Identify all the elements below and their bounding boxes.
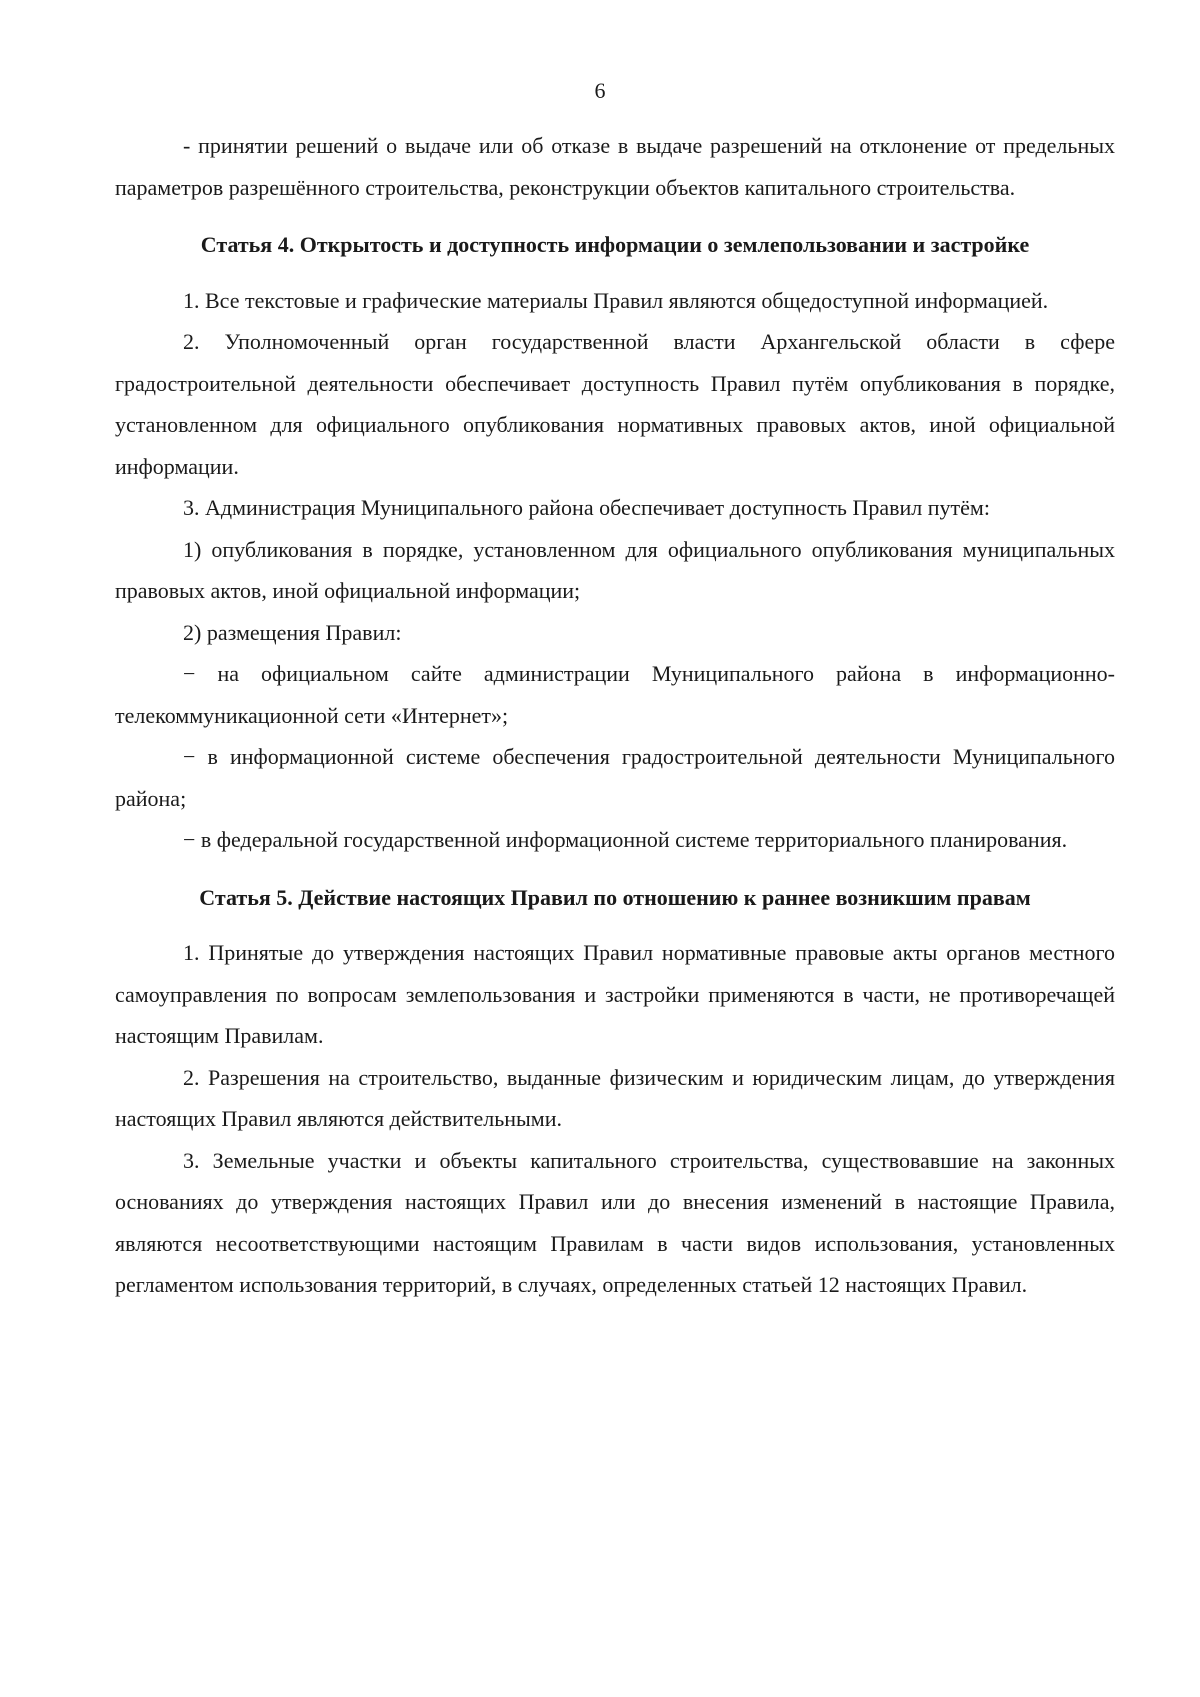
article-5-heading: Статья 5. Действие настоящих Правил по отношению к раннее возникшим правам: [199, 884, 1031, 910]
article-4-item-1: 1. Все текстовые и графические материалы Правил являются общедоступной информацией.: [183, 287, 1049, 313]
article-4-item-3-sub-2: 2) размещения Правил:: [183, 619, 402, 645]
document-body: [115, 125, 1115, 1306]
article-4-bullet-isogd: − в информационной системе обеспечения градостроительной деятельности Муниципального района;: [115, 744, 1115, 811]
article-4-item-3-sub-1: 1) опубликования в порядке, установленном для официального опубликования муниципальных правовых актов, иной официальной информации;: [115, 536, 1115, 603]
article-4-heading: Статья 4. Открытость и доступность информации о землепользовании и застройке: [200, 232, 1030, 257]
article-4-item-2: 2. Уполномоченный орган государственной власти Архангельской области в сфере градостроительной деятельности обеспечивает доступность Правил путём опубликования в порядке, установленном для официального опубликования нормативных правовых актов, иной официальной информации.: [115, 329, 1115, 479]
article-5-item-2: 2. Разрешения на строительство, выданные физическим и юридическим лицам, до утверждения настоящих Правил являются действительными.: [115, 1064, 1115, 1131]
article-4-bullet-fgis: − в федеральной государственной информационной системе территориального планирования.: [183, 827, 1068, 852]
article-5-item-3: 3. Земельные участки и объекты капитального строительства, существовавшие на законных основаниях до утверждения настоящих Правил или до внесения изменений в настоящие Правила, являются несоответствующими настоящим Правилам в части видов использования, установленных регламентом использования территорий, в случаях, определенных статьей 12 настоящих Правил.: [115, 1147, 1115, 1297]
article-4-bullet-website: − на официальном сайте администрации Муниципального района в информационно-телекоммуникационной сети «Интернет»;: [115, 661, 1115, 728]
article-4-item-3: 3. Администрация Муниципального района обеспечивает доступность Правил путём:: [183, 495, 990, 520]
article-5-item-1: 1. Принятые до утверждения настоящих Правил нормативные правовые акты органов местного самоуправления по вопросам землепользования и застройки применяются в части, не противоречащей настоящим Правилам.: [115, 940, 1115, 1048]
page-number: 6: [594, 78, 606, 103]
paragraph-permit-deviation: - принятии решений о выдаче или об отказе в выдаче разрешений на отклонение от предельных параметров разрешённого строительства, реконструкции объектов капитального строительства.: [115, 133, 1115, 200]
